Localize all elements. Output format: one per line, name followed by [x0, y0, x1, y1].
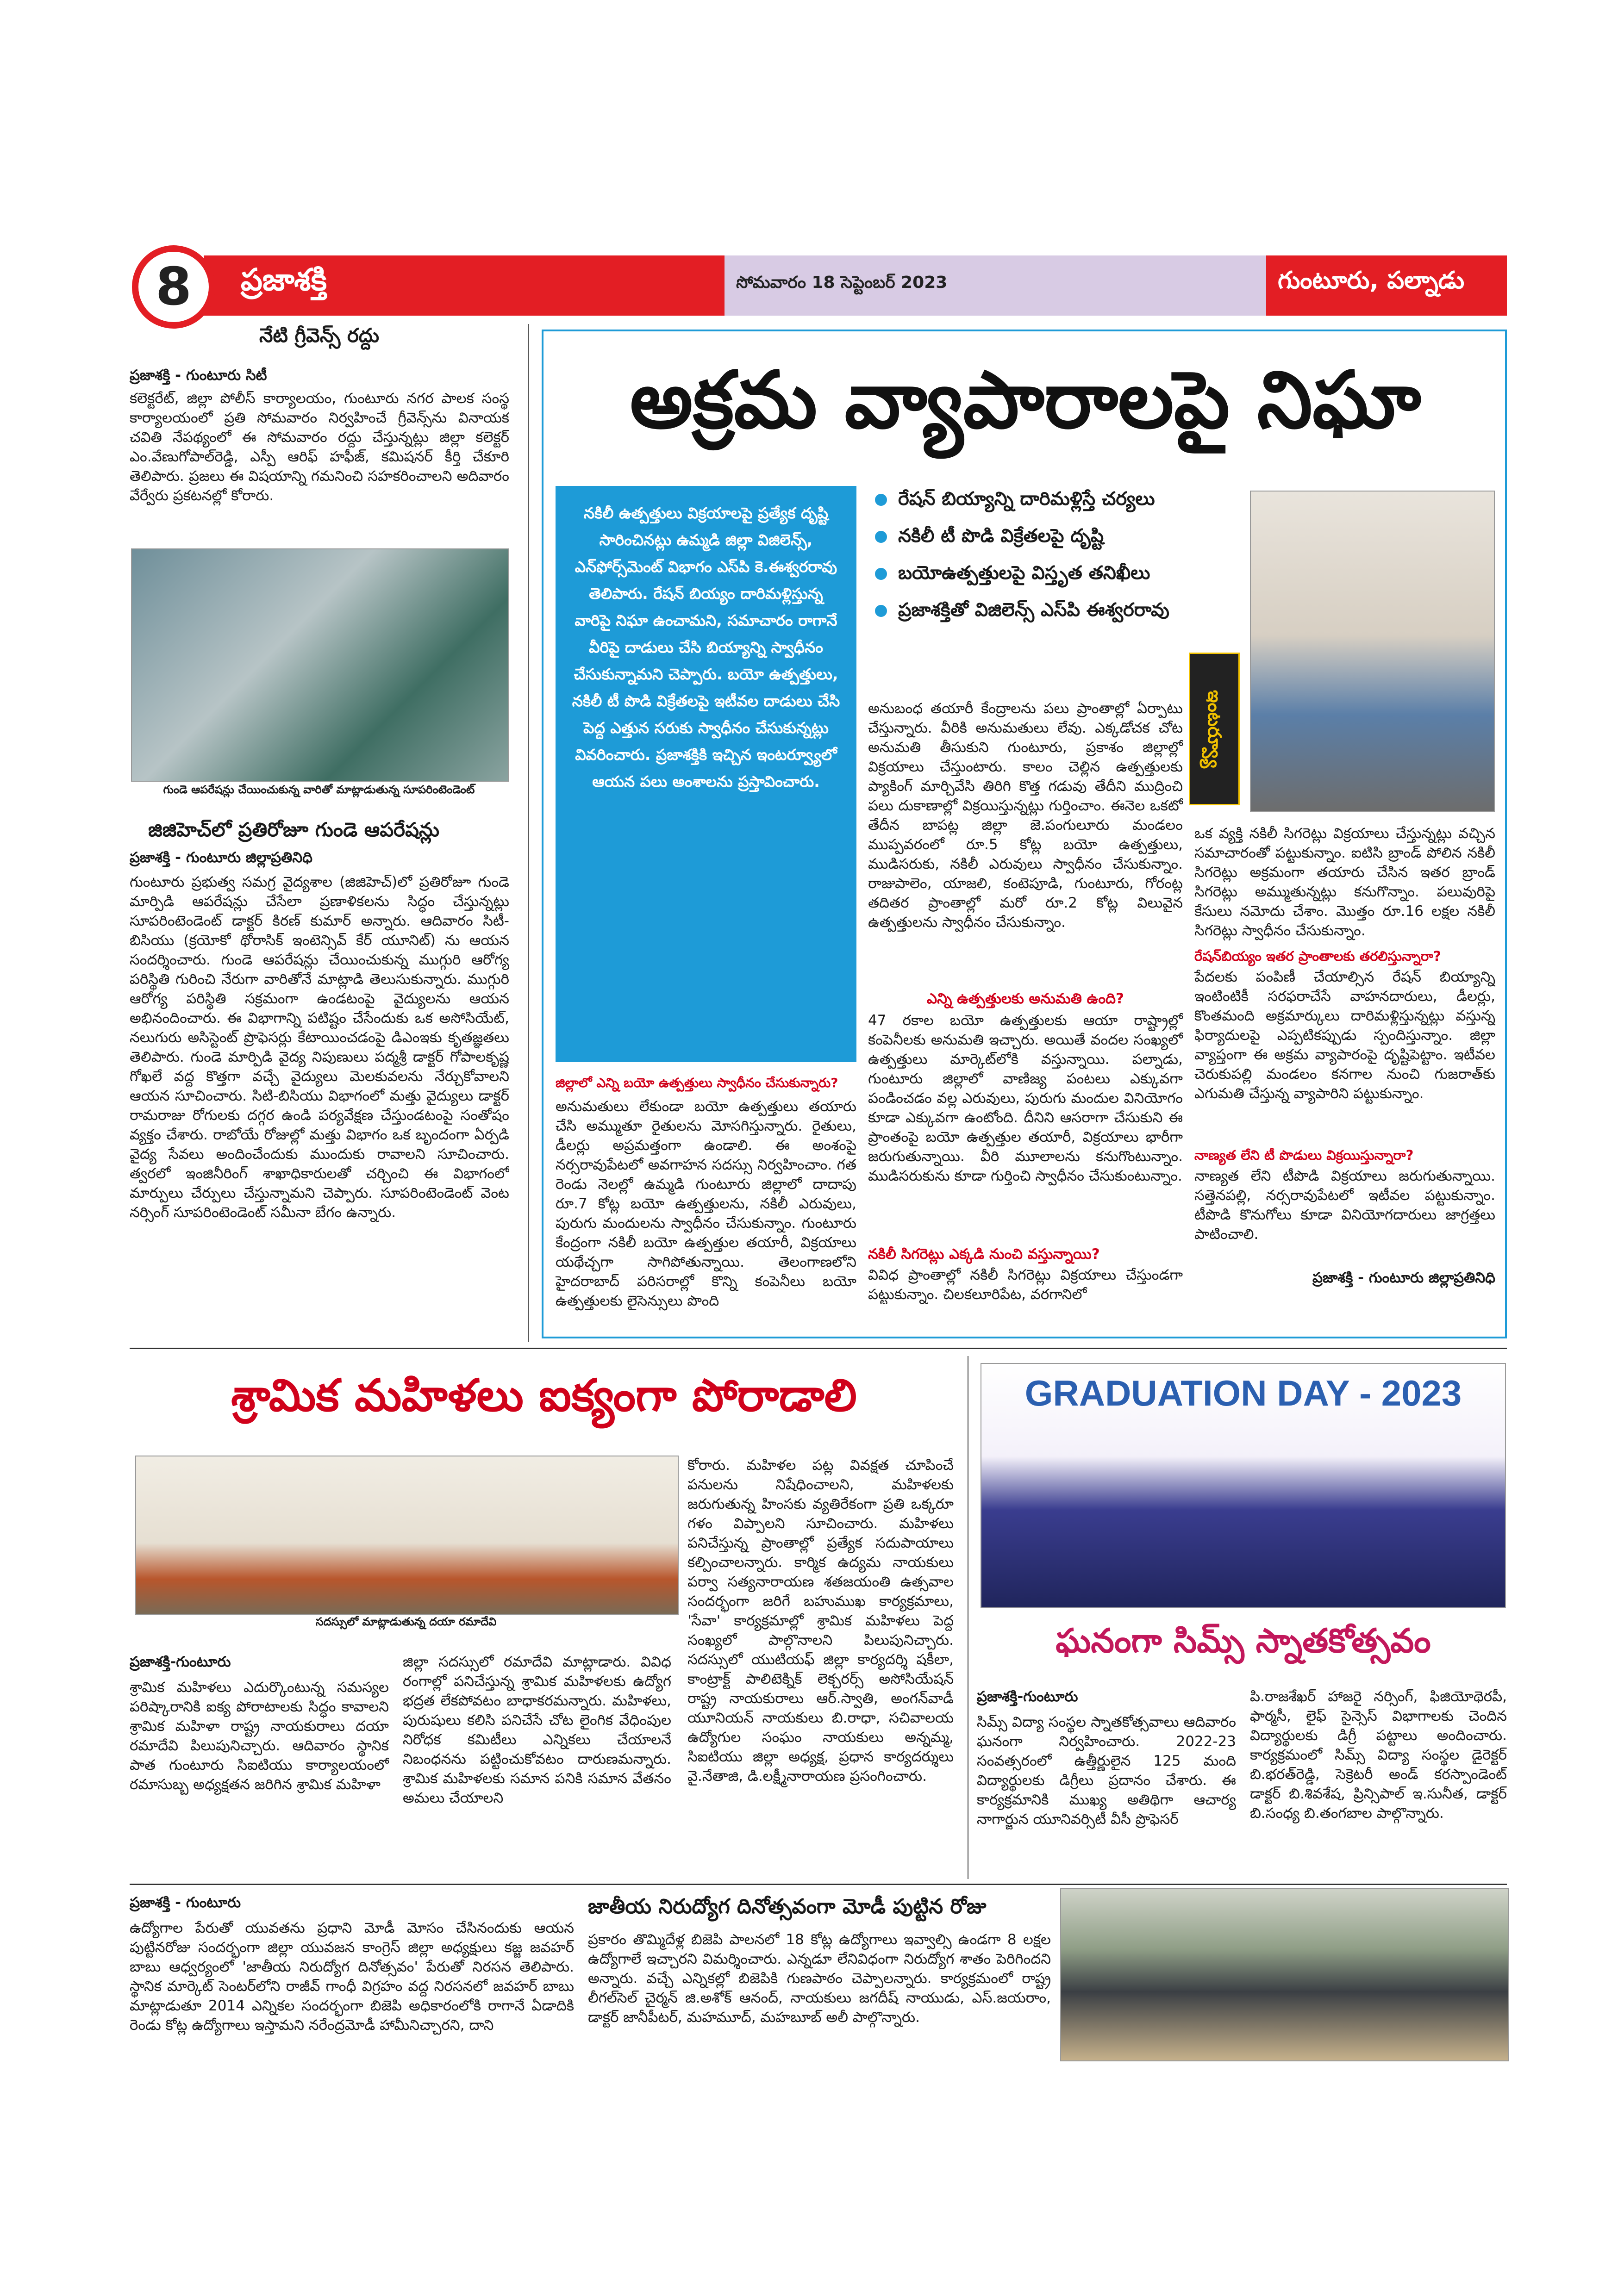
lead-col-c-body: ఒక వ్యక్తి నకిలీ సిగరెట్లు విక్రయాలు చేస్తున్నట్లు వచ్చిన సమాచారంతో పట్టుకున్నాం. ఐటిసి బ్రాండ్ పోలిన నకిలీ సిగరెట్లు అక్రమంగా తయారు చేసిన ఇతర బ్రాండ్ సిగరెట్లు అమ్ముతున్నట్లు కనుగొన్నాం. పలువురిపై కేసులు నమోదు చేశాం. మొత్తం రూ.16 లక్షల నకిలీ సిగరెట్లు స్వాధీనం చేసుకున్నాం. — [1194, 825, 1495, 939]
question-5: నాణ్యత లేని టీ పొడులు విక్రయిస్తున్నారా? — [1194, 1147, 1414, 1163]
bullet-dot-icon — [875, 494, 887, 506]
question-2: ఎన్ని ఉత్పత్తులకు అనుమతి ఉంది? — [927, 990, 1124, 1007]
bullet-dot-icon — [875, 605, 887, 617]
heart-story-body: గుంటూరు ప్రభుత్వ సమగ్ర వైద్యశాల (జిజిహెచ్)లో ప్రతిరోజూ గుండె మార్పిడి ఆపరేషన్లు చేసేలా ప్రణాళికలను సిద్ధం చేస్తున్నట్లు సూపరింటెండెంట్ డాక్టర్ కిరణ్ కుమార్ అన్నారు. ఆదివారం సిటీ-బిసియు (క్రయోకో థోరాసిక్ ఇంటెన్సివ్ కేర్ యూనిట్) ను ఆయన సందర్శించారు. గుండె ఆపరేషన్లు చేయించుకున్న ముగ్గురి ఆరోగ్య పరిస్థితి గురించి నేరుగా వారితోనే మాట్లాడి తెలుసుకున్నారు. ముగ్గురి ఆరోగ్య పరిస్థితి సక్రమంగా ఉండటంపై వైద్యులను ఆయన అభినందించారు. ఈ విభాగాన్ని పటిష్టం చేసేందుకు ఒక అసోసియేట్, నలుగురు అసిస్టెంట్ ప్రొఫెసర్లు కేటాయించడంపై డిఎంఇకు కృతజ్ఞతలు తెలిపారు. గుండె మార్పిడి వైద్య నిపుణులు పద్మశ్రీ డాక్టర్ గోపాలకృష్ణ గోఖలే వద్ద కొత్తగా వచ్చే వైద్యులు మెలకువలను నేర్చుకోవాలని ఆయన సూచించారు. సిటి-బిసియు విభాగంలో మత్తు వైద్యులు డాక్టర్ రామరాజు రోగులకు దగ్గర ఉండి పర్యవేక్షణ చేస్తుండటంపై సంతోషం వ్యక్తం చేశారు. రాబోయే రోజుల్లో మత్తు విభాగం ఒక బృందంగా ఏర్పడి వైద్య సేవలు అందించేందుకు ముందుకు రావాలని సూచించారు. త్వరలో ఇంజినీరింగ్ శాఖాధికారులతో చర్చించి ఈ విభాగంలో మార్పులు చేర్పులు చేస్తున్నామని చెప్పారు. సూపరింటెండెంట్ వెంట నర్సింగ్ సూపరింటెండెంట్ సమీనా బేగం ఉన్నారు. — [130, 874, 509, 1221]
column-divider — [528, 324, 529, 1342]
lead-col-a — [556, 1074, 856, 1338]
lead-col-c — [1194, 824, 1495, 1288]
jobs-headline: జాతీయ నిరుద్యోగ దినోత్సవంగా మోడీ పుట్టిన రోజు — [588, 1895, 987, 1918]
lead-bullet: నకిలీ టీ పొడి విక్రేతలపై దృష్టి — [875, 523, 1227, 549]
graduation-photo — [981, 1363, 1506, 1608]
hospital-photo — [131, 548, 509, 782]
lead-bullets — [875, 486, 1227, 623]
lead-bullet: రేషన్ బియ్యాన్ని దారిమళ్లిస్తే చర్యలు — [875, 486, 1227, 512]
lead-signoff: ప్రజాశక్తి - గుంటూరు జిల్లాప్రతినిధి — [1312, 1269, 1495, 1286]
heart-story-byline: ప్రజాశక్తి - గుంటూరు జిల్లాప్రతినిధి — [130, 849, 312, 866]
women-col-3: కోరారు. మహిళల పట్ల వివక్షత చూపించే పనులను నిషేధించాలని, మహిళలకు జరుగుతున్న హింసకు వ్యతిరేకంగా ప్రతి ఒక్కరూ గళం విప్పాలని సూచించారు. మహిళలు పనిచేస్తున్న ప్రాంతాల్లో ప్రత్యేక సదుపాయాలు కల్పించాలన్నారు. కార్మిక ఉద్యమ నాయకులు పర్వా సత్యనారాయణ శతజయంతి ఉత్సవాల సందర్భంగా జరిగే బహుముఖ కార్యక్రమాలు, 'సేవా' కార్యక్రమాల్లో శ్రామిక మహిళలు పెద్ద సంఖ్యలో పాల్గొనాలని పిలుపునిచ్చారు. సదస్సులో యుటియఫ్ జిల్లా కార్యదర్శి షకీలా, కాంట్రాక్ట్ పాలిటెక్నిక్ లెక్చరర్స్ అసోసియేషన్ రాష్ట్ర నాయకురాలు ఆర్.స్వాతి, అంగన్‌వాడీ యూనియన్ నాయకులు బి.రాధా, సచివాలయ ఉద్యోగుల సంఘం నాయకులు అన్నమ్మ, సిఐటియు జిల్లా అధ్యక్ష, ప్రధాన కార్యదర్శులు వై.నేతాజి, డి.లక్ష్మీనారాయణ ప్రసంగించారు. — [687, 1457, 954, 1785]
lead-bullet: బయోఉత్పత్తులపై విస్తృత తనిఖీలు — [875, 560, 1227, 586]
jobs-byline: ప్రజాశక్తి - గుంటూరు — [130, 1894, 241, 1911]
brief-title: నేటి గ్రీవెన్స్ రద్దు — [259, 324, 380, 347]
lead-intro: నకిలీ ఉత్పత్తులు విక్రయాలపై ప్రత్యేక దృష్టి సారించినట్లు ఉమ్మడి జిల్లా విజిలెన్స్, ఎన్‌ఫోర్స్‌మెంట్ విభాగం ఎస్‌పి కె.ఈశ్వరరావు తెలిపారు. రేషన్ బియ్యం దారిమళ్లిస్తున్న వారిపై నిఘా ఉంచామని, సమాచారం రాగానే వీరిపై దాడులు చేసి బియ్యాన్ని స్వాధీనం చేసుకున్నామని చెప్పారు. బయో ఉత్పత్తులు, నకిలీ టీ పొడి విక్రేతలపై ఇటీవల దాడులు చేసి పెద్ద ఎత్తున సరుకు స్వాధీనం చేసుకున్నట్లు వివరించారు. ప్రజాశక్తికి ఇచ్చిన ఇంటర్వ్యూలో ఆయన పలు అంశాలను ప్రస్తావించారు. — [572, 504, 840, 790]
answer-3: వివిధ ప్రాంతాల్లో నకిలీ సిగరెట్లు విక్రయాలు చేస్తుండగా పట్టుకున్నాం. చిలకలూరిపేట, వరగానిలో — [868, 1267, 1183, 1303]
page-number: 8 — [156, 257, 192, 317]
answer-4: పేదలకు పంపిణీ చేయాల్సిన రేషన్ బియ్యాన్ని ఇంటింటికీ సరఫరాచేసే వాహనదారులు, డీలర్లు, కొంతమంది అక్రమార్కులు దారిమళ్లిస్తున్నట్లు వస్తున్న ఫిర్యాదులపై ఎప్పటికప్పుడు స్పందిస్తున్నాం. జిల్లా వ్యాప్తంగా ఈ అక్రమ వ్యాపారంపై దృష్టిపెట్టాం. ఇటీవల చెరుకుపల్లి మండలం కనగాల నుంచి గుజరాత్‌కు ఎగుమతి చేస్తున్న వ్యాపారిని పట్టుకున్నాం. — [1194, 969, 1495, 1102]
sims-byline: ప్రజాశక్తి-గుంటూరు — [977, 1688, 1078, 1705]
lead-col-b-body: అనుబంధ తయారీ కేంద్రాలను పలు ప్రాంతాల్లో ఏర్పాటు చేస్తున్నారు. వీరికి అనుమతులు లేవు. ఎక్కడోచక చోట అనుమతి తీసుకుని గుంటూరు, ప్రకాశం జిల్లాల్లో విక్రయాలు చేస్తుంటారు. కాలం చెల్లిన ఉత్పత్తులకు ప్యాకింగ్ మార్చివేసి తిరిగి కొత్త గడువు తేదీని ముద్రించి పలు దుకాణాల్లో విక్రయిస్తున్నట్లు గుర్తించాం. ఈనెల ఒకటో తేదీన బాపట్ల జిల్లా జె.పంగులూరు మండలం ముప్పవరంలో రూ.5 కోట్ల బయో ఉత్పత్తులు, ముడిసరుకు, నకిలీ ఎరువులు స్వాధీనం చేసుకున్నాం. రాజుపాలెం, యాజలి, కంటెపూడి, గుంటూరు, గోరంట్ల తదితర ప్రాంతాల్లో మరో రూ.2 కోట్ల విలువైన ఉత్పత్తులను స్వాధీనం చేసుకున్నాం. — [868, 700, 1183, 931]
issue-date: సోమవారం 18 సెప్టెంబర్ 2023 — [736, 273, 948, 292]
women-byline: ప్రజాశక్తి-గుంటూరు — [130, 1654, 231, 1670]
paper-name: ప్రజాశక్తి — [241, 262, 327, 298]
heart-story-title: జిజిహెచ్‌లో ప్రతిరోజూ గుండె ఆపరేషన్లు — [148, 818, 440, 841]
sims-col-1: సిమ్స్ విద్యా సంస్థల స్నాతకోత్సవాలు ఆదివారం ఘనంగా నిర్వహించారు. 2022-23 సంవత్సరంలో ఉత్తీర్ణులైన 125 మంది విద్యార్థులకు డిగ్రీలు ప్రదానం చేశారు. ఈ కార్యక్రమానికి ముఖ్య అతిథిగా ఆచార్య నాగార్జున యూనివర్సిటీ వీసీ ప్రొఫెసర్ — [977, 1714, 1236, 1828]
answer-1: అనుమతులు లేకుండా బయో ఉత్పత్తులు తయారు చేసి అమ్ముతూ రైతులను మోసగిస్తున్నారు. రైతులు, డీలర్లు అప్రమత్తంగా ఉండాలి. ఈ అంశంపై నర్సరావుపేటలో అవగాహన సదస్సు నిర్వహించాం. గత రెండు నెలల్లో ఉమ్మడి గుంటూరు జిల్లాలో దాదాపు రూ.7 కోట్ల బయో ఉత్పత్తులను, నకిలీ ఎరువులు, పురుగు మందులను స్వాధీనం చేసుకున్నాం. గుంటూరు కేంద్రంగా నకిలీ బయో ఉత్పత్తుల తయారీ, విక్రయాలు యథేచ్చగా సాగిపోతున్నాయి. తెలంగాణలోని హైదరాబాద్ పరిసరాల్లో కొన్ని కంపెనీలు బయో ఉత్పత్తులకు లైసెన్సులు పొంది — [556, 1098, 856, 1309]
bullet-dot-icon — [875, 531, 887, 543]
brief-body: కలెక్టరేట్, జిల్లా పోలీస్ కార్యాలయం, గుంటూరు నగర పాలక సంస్థ కార్యాలయంలో ప్రతి సోమవారం నిర్వహించే గ్రీవెన్స్‌ను వినాయక చవితి నేపథ్యంలో ఈ సోమవారం రద్దు చేస్తున్నట్లు జిల్లా కలెక్టర్ ఎం.వేణుగోపాల్‌రెడ్డి, ఎస్పీ ఆరిఫ్ హఫీజ్, కమిషనర్ కీర్తి చేకూరి తెలిపారు. ప్రజలు ఈ విషయాన్ని గమనించి సహకరించాలని అదివారం వేర్వేరు ప్రకటనల్లో కోరారు. — [130, 390, 509, 504]
edition-name: గుంటూరు, పల్నాడు — [1278, 267, 1465, 294]
lead-bullet: ప్రజాశక్తితో విజిలెన్స్ ఎస్‌పి ఈశ్వరరావు — [875, 597, 1227, 623]
protest-photo — [1060, 1888, 1509, 2061]
bullet-dot-icon — [875, 568, 887, 580]
graduation-banner: GRADUATION DAY - 2023 — [1024, 1373, 1462, 1413]
sims-headline: ఘనంగా సిమ్స్ స్నాతకోత్సవం — [1056, 1621, 1431, 1660]
section-divider — [130, 1884, 1507, 1885]
section-divider — [130, 1348, 1507, 1349]
lead-col-b — [868, 699, 1183, 1304]
page-number-badge — [132, 245, 215, 329]
jobs-col-1: ఉద్యోగాల పేరుతో యువతను ప్రధాని మోడీ మోసం చేసినందుకు ఆయన పుట్టినరోజు సందర్భంగా జిల్లా యువజన కాంగ్రెస్ జిల్లా అధ్యక్షులు కజ్జ జవహర్ బాబు ఆధ్వర్యంలో 'జాతీయ నిరుద్యోగ దినోత్సవం' పేరుతో నిరసన తెలిపారు. స్థానిక మార్కెట్ సెంటర్‌లోని రాజీవ్ గాంధీ విగ్రహం వద్ద నిరసనలో జవహర్ బాబు మాట్లాడుతూ 2014 ఎన్నికల సందర్భంగా బిజెపి అధికారంలోకి రాగానే ఏడాదికి రెండు కోట్ల ఉద్యోగాలు ఇస్తామని నరేంద్రమోడీ హామీనిచ్చారని, దాని — [130, 1920, 574, 2034]
interview-tag — [1189, 653, 1240, 805]
question-3: నకిలీ సిగరెట్లు ఎక్కడి నుంచి వస్తున్నాయి? — [868, 1246, 1100, 1263]
sp-portrait-photo — [1250, 491, 1495, 812]
answer-5: నాణ్యత లేని టీపొడి విక్రయాలు జరుగుతున్నాయి. సత్తెనపల్లి, నర్సరావుపేటలో ఇటీవల పట్టుకున్నాం. టీపొడి కొనుగోలు కూడా వినియోగదారులు జాగ్రత్తలు పాటించాలి. — [1194, 1168, 1495, 1243]
answer-2: 47 రకాల బయో ఉత్పత్తులకు ఆయా రాష్ట్రాల్లో కంపెనీలకు అనుమతి ఇచ్చారు. అయితే వందల సంఖ్యలో ఉత్పత్తులు మార్కెట్‌లోకి వస్తున్నాయి. పల్నాడు, గుంటూరు జిల్లాలో వాణిజ్య పంటలు ఎక్కువగా పండించడం వల్ల ఎరువులు, పురుగు మందుల వినియోగం కూడా ఎక్కువగా ఉంటోంది. దీనిని ఆసరాగా చేసుకుని ఈ ప్రాంతంపై బయో ఉత్పత్తుల తయారీ, విక్రయాలు భారీగా జరుగుతున్నాయి. వీరి మూలాలను కనుగొంటున్నాం. ముడిసరుకును కూడా గుర్తించి స్వాధీనం చేసుకుంటున్నాం. — [868, 1012, 1183, 1184]
lead-intro-box — [556, 486, 856, 1062]
women-col-2: జిల్లా సదస్సులో రమాదేవి మాట్లాడారు. వివిధ రంగాల్లో పనిచేస్తున్న శ్రామిక మహిళలకు ఉద్యోగ భద్రత లేకపోవటం బాధాకరమన్నారు. మహిళలు, పురుషులు కలిసి పనిచేసే చోట లైంగిక వేధింపుల నిరోధక కమిటీలు ఎన్నికలు చేయాలనే నిబంధనను పట్టించుకోవటం దారుణమన్నారు. శ్రామిక మహిళలకు సమాన పనికి సమాన వేతనం అమలు చేయాలని — [403, 1654, 671, 1806]
jobs-col-2: ప్రకారం తొమ్మిదేళ్ల బిజెపి పాలనలో 18 కోట్ల ఉద్యోగాలు ఇవ్వాల్సి ఉండగా 8 లక్షల ఉద్యోగాలే ఇచ్చారని విమర్శించారు. ఎన్నడూ లేనివిధంగా నిరుద్యోగ శాతం పెరిగిందని అన్నారు. వచ్చే ఎన్నికల్లో బిజెపికి గుణపాఠం చెప్పాలన్నారు. కార్యక్రమంలో రాష్ట్ర లీగల్‌సెల్ చైర్మన్ జి.అశోక్ ఆనంద్, నాయకులు జగదీష్ నాయుడు, ఎస్.జయరాం, డాక్టర్ జానీపీటర్, మహమూద్, మహబూబ్ అలీ పాల్గొన్నారు. — [588, 1931, 1051, 2026]
hospital-photo-caption: గుండె ఆపరేషన్లు చేయించుకున్న వారితో మాట్లాడుతున్న సూపరింటెండెంట్ — [163, 783, 475, 796]
women-meeting-photo — [135, 1456, 679, 1615]
brief-byline: ప్రజాశక్తి - గుంటూరు సిటీ — [130, 367, 267, 384]
lead-headline: అక్రమ వ్యాపారాలపై నిఘా — [630, 355, 1421, 446]
women-photo-caption: సదస్సులో మాట్లాడుతున్న దయా రమాదేవి — [315, 1615, 497, 1628]
question-1: జిల్లాలో ఎన్ని బయో ఉత్పత్తులు స్వాధీనం చేసుకున్నారు? — [556, 1075, 838, 1090]
women-headline: శ్రామిక మహిళలు ఐక్యంగా పోరాడాలి — [231, 1369, 857, 1421]
question-4: రేషన్‌బియ్యం ఇతర ప్రాంతాలకు తరలిస్తున్నారా? — [1194, 948, 1441, 964]
sims-col-2: పి.రాజశేఖర్ హాజరై నర్సింగ్, ఫిజియోథెరపీ, ఫార్మసీ, లైఫ్ సైన్సెస్ విభాగాలకు చెందిన విద్యార్థులకు డిగ్రీ పట్టాలు అందించారు. కార్యక్రమంలో సిమ్స్ విద్యా సంస్థల డైరెక్టర్ బి.భరత్‌రెడ్డి, సెక్రెటరీ అండ్ కరస్పాండెంట్ డాక్టర్ బి.శివశేష, ప్రిన్సిపాల్ ఇ.సునీత, డాక్టర్ బి.సంధ్య బి.తంగబాల పాల్గొన్నారు. — [1250, 1688, 1507, 1822]
interview-tag-text: ఇంటర్వ్యూ — [1204, 690, 1225, 768]
women-col-1: శ్రామిక మహిళలు ఎదుర్కొంటున్న సమస్యల పరిష్కారానికి ఐక్య పోరాటాలకు సిద్ధం కావాలని శ్రామిక మహిళా రాష్ట్ర నాయకురాలు దయా రమాదేవి పిలుపునిచ్చారు. ఆదివారం స్థానిక పాత గుంటూరు సిఐటియు కార్యాలయంలో రమాసుబ్బ అధ్యక్షతన జరిగిన శ్రామిక మహిళా — [130, 1679, 389, 1793]
